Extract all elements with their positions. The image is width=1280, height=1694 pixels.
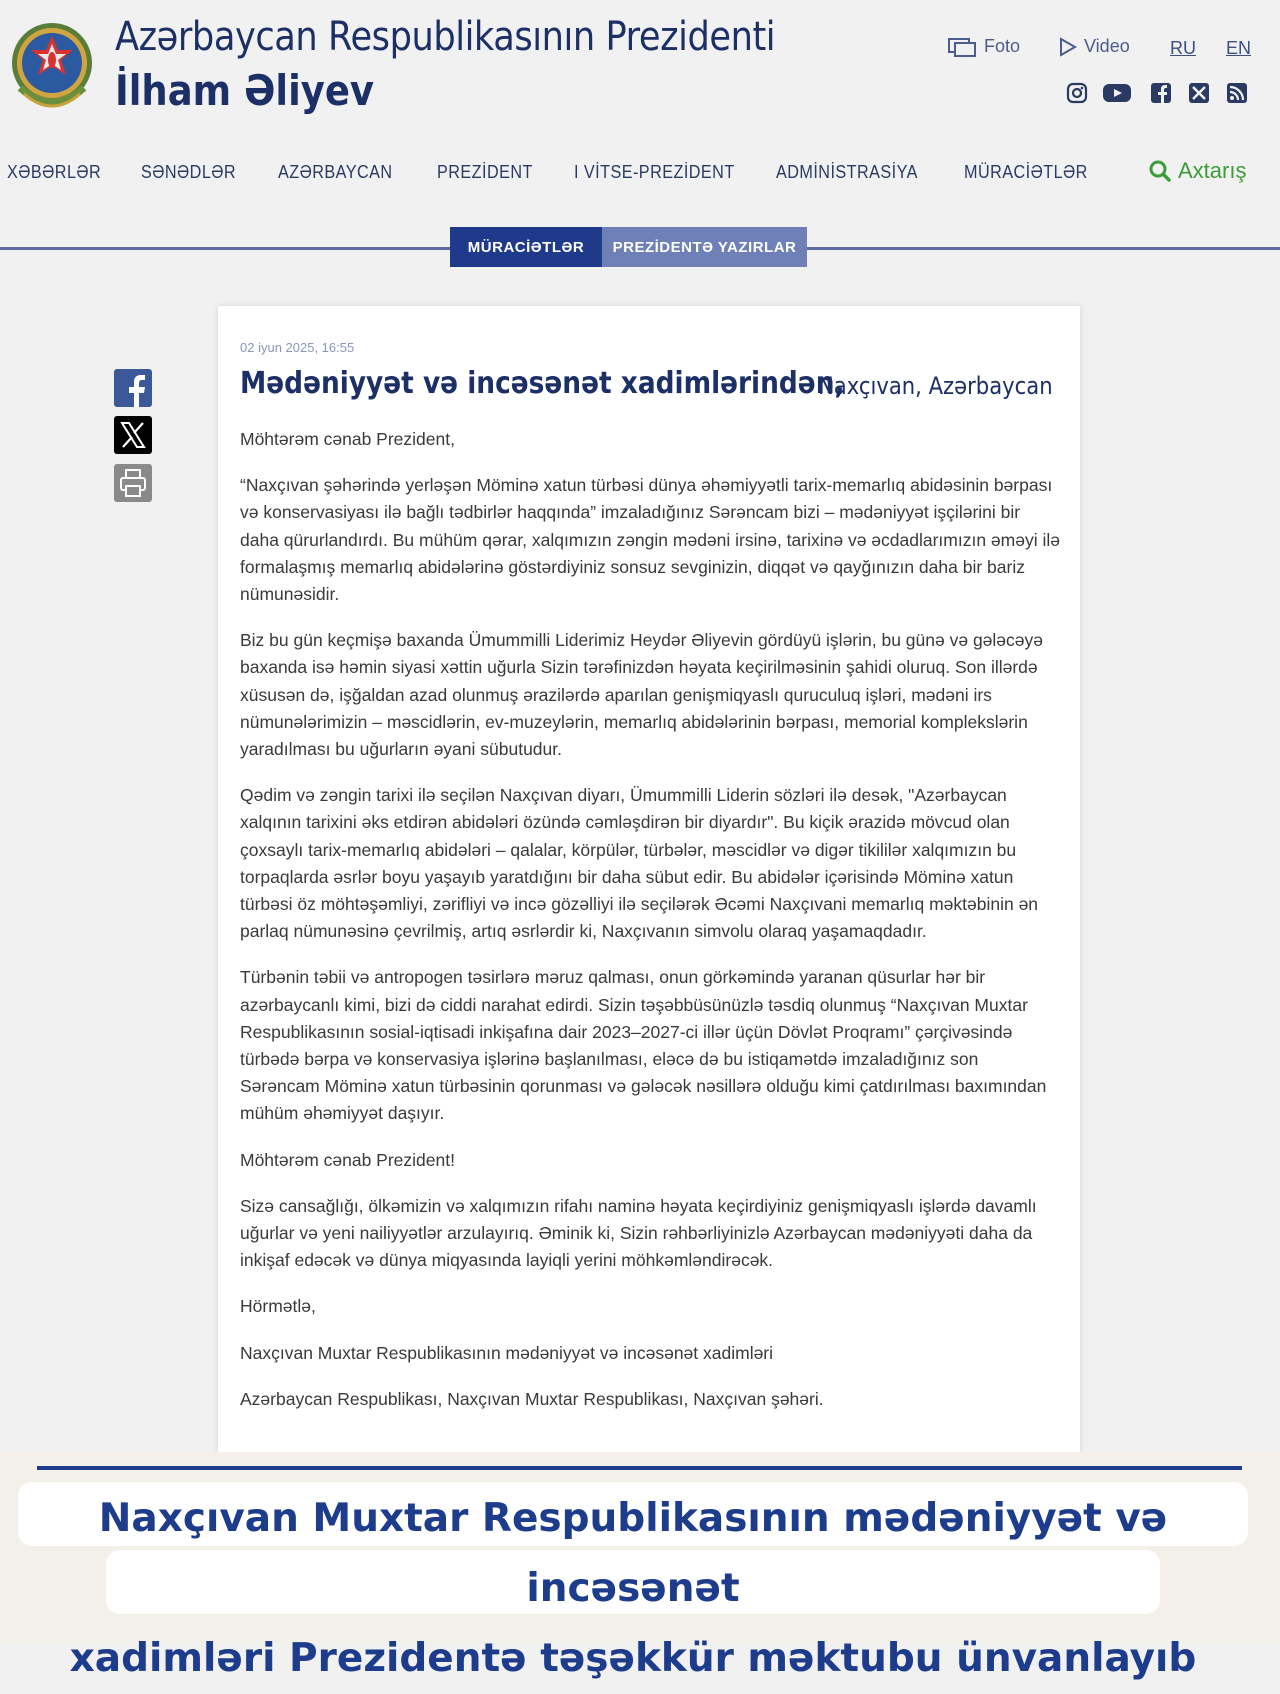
facebook-icon[interactable] [1150,82,1172,104]
article-headline [240,366,1053,401]
video-label: Video [1084,36,1130,56]
x-share-icon[interactable] [114,416,152,454]
caption-headline [18,1484,1248,1694]
nav-item-vice-president[interactable]: I VİTSE-PREZİDENT [574,162,735,182]
foto-label: Foto [984,36,1021,56]
article-signature: Naxçıvan Muxtar Respublikasının mədəniyyət və incəsənət xadimləri [240,1342,774,1363]
site-subtitle-name[interactable]: İlham Əliyev [115,66,375,115]
nav-item-azerbaijan[interactable]: AZƏRBAYCAN [278,162,393,182]
search-link[interactable] [1148,158,1246,184]
main-navigation [0,158,1280,194]
article-card [218,306,1080,1456]
nav-item-president[interactable]: PREZİDENT [437,162,533,182]
x-icon[interactable] [1188,82,1210,104]
youtube-icon[interactable] [1102,82,1132,104]
search-label: Axtarış [1178,158,1247,183]
lang-ru-link[interactable]: RU [1170,38,1196,58]
site-title[interactable]: Azərbaycan Respublikasının Prezidenti [115,14,776,60]
caption-line-2: xadimləri Prezidentə təşəkkür məktubu ünvanlayıb [69,1636,1197,1681]
video-link[interactable] [1058,36,1130,57]
tab-appeals[interactable]: MÜRACİƏTLƏR [450,227,602,267]
nav-item-administration[interactable]: ADMİNİSTRASİYA [776,162,918,182]
play-icon [1058,37,1078,57]
search-icon [1148,159,1172,183]
photo-icon [948,37,978,57]
site-header [0,0,1280,140]
article-paragraph: Hörmətlə, [240,1296,316,1317]
nav-item-news[interactable]: XƏBƏRLƏR [7,162,102,182]
facebook-share-icon[interactable] [114,369,152,407]
nav-item-appeals[interactable]: MÜRACİƏTLƏR [964,162,1088,182]
article-paragraph: Möhtərəm cənab Prezident! [240,1149,455,1170]
article-paragraph: Türbənin təbii və antropogen təsirlərə məruz qalması, onun görkəmində yaranan qüsurlar hər bir azərbaycanlı kimi, bizi də ciddi narahat edirdi. Sizin təşəbbüsünüzlə təsdiq olunmuş “Naxçıvan Muxtar Respublikasının sosial-iqtisadi inkişafına dair 2023–2027-ci illər üçün Dövlət Proqramı” çərçivəsində türbədə bərpa və konservasiya işlərinə başlanılması, eləcə də bu istiqamətdə imzaladığınız son Sərəncam Möminə xatun türbəsinin qorunması və gələcək nəsillərə olduğu kimi çatdırılması baxımından mühüm əhəmiyyət daşıyır. [240,967,1047,1124]
article-paragraph: Möhtərəm cənab Prezident, [240,429,455,449]
tab-letters-to-president[interactable]: PREZİDENTƏ YAZIRLAR [602,227,807,267]
article-date: 02 iyun 2025, 16:55 [240,340,355,355]
rss-icon[interactable] [1226,82,1248,104]
article-body [240,426,1062,1432]
caption-line-1: Naxçıvan Muxtar Respublikasının mədəniyyət və incəsənət [98,1496,1168,1611]
foto-link[interactable] [948,36,1020,57]
instagram-icon[interactable] [1066,82,1088,104]
article-paragraph: Sizə cansağlığı, ölkəmizin və xalqımızın rifahı naminə həyata keçirdiyiniz genişmiqyaslı işlərdə davamlı uğurlar və yeni nailiyyətlər arzulayırıq. Əminik ki, Sizin rəhbərliyinizlə Azərbaycan mədəniyyəti daha da inkişaf edəcək və dünya miqyasında layiqli yerini möhkəmləndirəcək. [240,1195,1037,1271]
article-title: Mədəniyyət və incəsənət xadimlərindən, [240,366,845,401]
article-paragraph: “Naxçıvan şəhərində yerləşən Möminə xatun türbəsi dünya əhəmiyyətli tarix-memarlıq abidəsinin bərpası və konservasiyası ilə bağlı tədbirlər haqqında” imzaladığınız Sərəncam bizi – mədəniyyət işçilərini bir daha qürurlandırdı. Bu mühüm qərar, xalqımızın zəngin mədəni irsinə, tarixinə və əcdadlarımızın əməyi ilə formalaşmış memarlıq abidələrinə göstərdiyiniz sonsuz sevginizin, diqqət və qayğınızın daha bir bariz nümunəsidir. [240,475,1060,605]
caption-divider [37,1466,1242,1470]
article-place: Naxçıvan, Azərbaycan [818,372,1053,400]
nav-item-documents[interactable]: SƏNƏDLƏR [141,162,237,182]
state-emblem-logo[interactable] [10,18,94,116]
print-icon[interactable] [114,464,152,502]
article-paragraph: Qədim və zəngin tarixi ilə seçilən Naxçıvan diyarı, Ümummilli Liderin sözləri ilə desək, "Azərbaycan xalqının tarixini əks etdirən abidələri özündə cəmləşdirən bir diyardır". Bu kiçik ərazidə mövcud olan çoxsaylı tarix-memarlıq abidələri – qalalar, körpülər, türbələr, məscidlər və digər tikililər xalqımızın bu torpaqlarda əsrlər boyu yaşayıb yaratdığını bir daha sübut edir. Bu abidələr içərisində Möminə xatun türbəsi öz möhtəşəmliyi, zərifliyi və incə gözəlliyi ilə seçilərək Əcəmi Naxçıvani memarlıq məktəbinin ən parlaq nümunəsinə çevrilmiş, artıq əsrlərdir ki, Naxçıvanın simvolu olaraq yaşamaqdadır. [240,785,1039,942]
article-location: Azərbaycan Respublikası, Naxçıvan Muxtar Respublikası, Naxçıvan şəhəri. [240,1388,824,1409]
lang-en-link[interactable]: EN [1226,38,1252,58]
article-paragraph: Biz bu gün keçmişə baxanda Ümummilli Liderimiz Heydər Əliyevin gördüyü işlərin, bu günə və gələcəyə baxanda isə həmin siyasi xəttin uğurla Sizin tərəfinizdən həyata keçirilməsinin şahidi oluruq. Son illərdə xüsusən də, işğaldan azad olunmuş ərazilərdə aparılan genişmiqyaslı quruculuq işləri, mədəni irs nümunələrimizin – məscidlərin, ev-muzeylərin, memarlıq abidələrinin bərpası, memorial komplekslərin yaradılması bu uğurların əyani sübutudur. [240,630,1043,760]
